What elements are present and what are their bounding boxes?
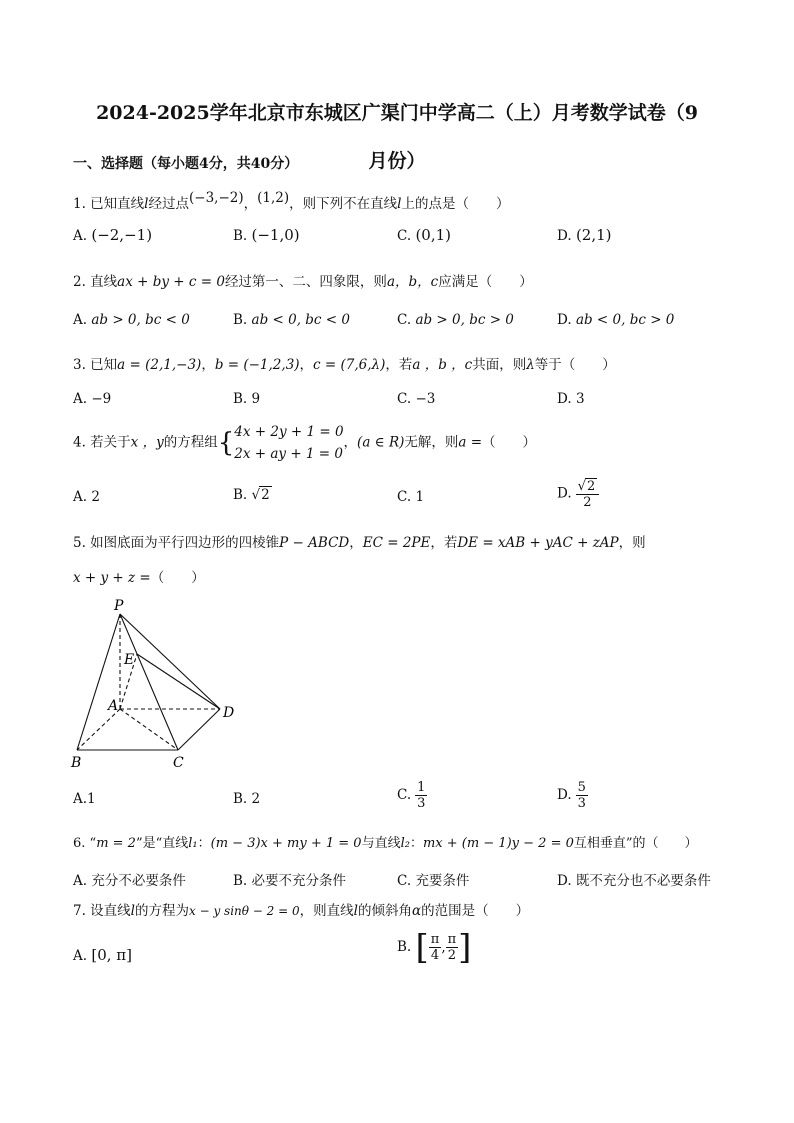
q3-option-c[interactable] xyxy=(397,391,435,407)
q5-vector-equation: DE = xAB + yAC + zAP xyxy=(457,535,619,551)
q4-option-d[interactable] xyxy=(557,478,599,510)
option-letter: D. xyxy=(557,228,572,244)
q2-stem: 2. 直线 xyxy=(73,274,118,290)
q6-option-b[interactable] xyxy=(233,869,346,889)
label-A: A xyxy=(108,698,119,714)
q5-pyramid: P − ABCD xyxy=(279,535,350,551)
fraction xyxy=(429,932,442,963)
q6-m-value: m = 2 xyxy=(96,836,136,851)
q1-option-a[interactable] xyxy=(73,226,152,244)
option-value: 充要条件 xyxy=(415,873,470,889)
option-value: (2,1) xyxy=(575,226,612,244)
question-6 xyxy=(73,832,698,851)
q7-stem: 的方程为 xyxy=(135,903,189,919)
label-P: P xyxy=(114,598,124,614)
q5-stem: 5. 如图底面为平行四边形的四棱锥 xyxy=(73,535,280,551)
q4-stem: 的方程组 xyxy=(163,434,218,451)
option-letter: C. xyxy=(397,228,412,244)
q3-stem: 3. 已知 xyxy=(73,357,118,373)
section-heading: 一、选择题（每小题4分，共40分） xyxy=(73,156,299,172)
q6-eq-1: (m − 3)x + my + 1 = 0 xyxy=(210,836,362,851)
option-value: 9 xyxy=(251,391,261,407)
q5-condition: EC = 2PE xyxy=(362,535,431,551)
option-letter: A. xyxy=(73,228,88,244)
q4-stem: 无解，则 xyxy=(404,434,459,451)
option-denominator: 2 xyxy=(583,495,592,510)
question-2 xyxy=(73,270,533,290)
label-E: E xyxy=(124,652,135,668)
page-title-continued: 月份） xyxy=(368,150,426,172)
edge-CD xyxy=(178,709,220,750)
q2-option-a[interactable] xyxy=(73,312,190,328)
q1-stem: 1. 已知直线 xyxy=(73,196,145,212)
q6-stem: 互相垂直”的（ ） xyxy=(573,836,698,851)
q3-vectors: a ，b ，c xyxy=(412,357,473,373)
q5-stem: ，则 xyxy=(618,535,646,551)
q2-equation: ax + by + c = 0 xyxy=(117,274,225,290)
option-letter: A. xyxy=(73,391,88,407)
option-letter: D. xyxy=(557,873,572,889)
q7-stem: ，则直线 xyxy=(299,903,354,919)
q2-vars: a，b，c xyxy=(386,274,439,290)
q1-stem: 经过点 xyxy=(148,196,189,212)
q3-lambda: λ xyxy=(526,357,535,373)
q3-stem: ，若 xyxy=(385,357,413,373)
q1-sep: ， xyxy=(243,196,258,212)
sqrt-icon: √ xyxy=(251,487,261,503)
question-3: 3. 已知a = (2,1,−3)，b = (−1,2,3)，c = (7,6,λ)，若a ，b ，c共面，则λ等于（ ） xyxy=(73,357,616,373)
option-value: 必要不充分条件 xyxy=(251,873,347,889)
option-numerator: 5 xyxy=(577,780,586,795)
option-letter: B. xyxy=(233,391,248,407)
q6-l1: l₁ xyxy=(188,836,198,851)
fraction xyxy=(446,932,459,963)
q5-stem: ，若 xyxy=(430,535,458,551)
q6-option-a[interactable] xyxy=(73,869,186,889)
option-letter: C. xyxy=(397,489,412,505)
option-letter: A. xyxy=(73,873,88,889)
bracket-left-icon: [ xyxy=(415,927,429,968)
option-letter: C. xyxy=(397,873,412,889)
option-denominator: 3 xyxy=(417,796,426,811)
option-value: ab < 0, bc < 0 xyxy=(251,312,350,328)
pyramid-figure xyxy=(60,592,260,777)
q4-option-c[interactable] xyxy=(397,489,424,505)
q1-stem: 上的点是（ ） xyxy=(401,196,510,212)
q1-option-c[interactable] xyxy=(397,226,451,244)
option-value: 2 xyxy=(251,791,261,807)
q7-alpha: α xyxy=(411,903,422,919)
q6-option-d[interactable] xyxy=(557,869,711,889)
option-letter: B. xyxy=(233,487,248,503)
q5-sum: x + y + z = xyxy=(73,570,151,586)
q6-stem: ”是“直线 xyxy=(135,836,189,851)
q4-eq-2: 2x + ay + 1 = 0 xyxy=(234,446,344,462)
q3-stem: 等于（ ） xyxy=(534,357,616,373)
q6-colon: ： xyxy=(409,836,423,851)
option-denominator: 3 xyxy=(577,796,586,811)
option-letter: A. xyxy=(73,791,88,807)
fraction xyxy=(576,780,588,811)
q6-colon: ： xyxy=(197,836,211,851)
q1-stem: ，则下列不在直线 xyxy=(289,196,398,212)
option-letter: A. xyxy=(73,948,88,964)
option-value: 2 xyxy=(91,489,100,505)
label-C: C xyxy=(173,755,184,771)
option-numerator: 1 xyxy=(417,780,426,795)
q7-stem: 7. 设直线 xyxy=(73,903,131,919)
q5-option-c[interactable] xyxy=(397,780,427,811)
option-value: 1 xyxy=(415,489,425,505)
option-letter: D. xyxy=(557,787,572,803)
option-letter: A. xyxy=(73,489,88,505)
option-value: −3 xyxy=(415,391,436,407)
question-5: 5. 如图底面为平行四边形的四棱锥P − ABCD，EC = 2PE，若DE = xAB + yAC + zAP，则 xyxy=(73,535,646,551)
option-letter: C. xyxy=(397,391,412,407)
option-denominator: 4 xyxy=(430,948,440,963)
q1-line-var: l xyxy=(397,196,402,212)
q5-option-b[interactable] xyxy=(233,791,260,807)
q3-option-d[interactable] xyxy=(557,391,585,407)
fraction xyxy=(415,780,427,811)
q3-option-b[interactable] xyxy=(233,391,260,407)
q5-stem: （ ） xyxy=(150,570,205,586)
option-letter: B. xyxy=(233,873,248,889)
option-value: −9 xyxy=(91,391,112,407)
q7-stem: 的范围是（ ） xyxy=(421,903,530,919)
option-value: (0,1) xyxy=(415,226,451,244)
comma: , xyxy=(441,939,446,956)
question-5-line2 xyxy=(73,566,205,586)
q4-vars: x ，y xyxy=(130,434,164,451)
option-numerator: π xyxy=(430,932,440,947)
option-letter: C. xyxy=(397,787,412,803)
option-letter: B. xyxy=(233,312,248,328)
q1-point-1: (−3,−2) xyxy=(189,190,244,206)
segment-ED xyxy=(137,654,220,709)
option-numerator: π xyxy=(447,932,457,947)
option-value: 3 xyxy=(575,391,585,407)
q5-option-a[interactable] xyxy=(73,791,96,807)
q6-eq-2: mx + (m − 1)y − 2 = 0 xyxy=(422,836,574,851)
option-value: ab < 0, bc > 0 xyxy=(575,312,675,328)
option-numerator: 2 xyxy=(586,479,596,494)
bracket-right-icon: ] xyxy=(458,927,472,968)
question-7 xyxy=(73,899,529,919)
q7-equation: x − y sinθ − 2 = 0 xyxy=(189,904,300,918)
q1-option-b[interactable] xyxy=(233,226,300,244)
q4-option-a[interactable] xyxy=(73,489,100,505)
q3-vector-b: b = (−1,2,3) xyxy=(214,357,300,373)
q4-equation-system xyxy=(218,421,344,465)
q2-option-c[interactable] xyxy=(397,312,514,328)
option-value: (−1,0) xyxy=(251,226,300,244)
option-value: (−2,−1) xyxy=(91,226,153,244)
q2-stem: 应满足（ ） xyxy=(438,274,533,290)
option-denominator: 2 xyxy=(447,948,457,963)
option-value: [0, π] xyxy=(91,946,132,964)
q7-line-var: l xyxy=(353,903,358,919)
question-1 xyxy=(73,192,509,212)
q7-option-a[interactable] xyxy=(73,946,132,964)
brace-icon: { xyxy=(217,428,235,458)
label-D: D xyxy=(223,705,235,721)
option-value: 1 xyxy=(87,791,96,807)
fraction xyxy=(576,478,600,510)
option-letter: A. xyxy=(73,312,88,328)
option-letter: B. xyxy=(397,939,412,955)
q7-line-var: l xyxy=(130,903,135,919)
option-letter: C. xyxy=(397,312,412,328)
q4-stem: 4. 若关于 xyxy=(73,434,131,451)
q4-a: a = xyxy=(458,434,483,451)
q2-stem: 经过第一、二、四象限，则 xyxy=(224,274,387,290)
option-value: ab > 0, bc < 0 xyxy=(91,312,190,328)
question-4: 4. 若关于x ，y的方程组 { 4x + 2y + 1 = 0 2x + ay + 1 = 0 ，(a ∈ R)无解，则a =（ ） xyxy=(73,421,536,465)
q7-stem: 的倾斜角 xyxy=(357,903,412,919)
q7-option-b[interactable] xyxy=(397,927,472,968)
q3-option-a[interactable] xyxy=(73,391,111,407)
option-value: 充分不必要条件 xyxy=(91,873,186,889)
sqrt-icon: √ xyxy=(577,479,586,494)
page-title: 2024-2025学年北京市东城区广渠门中学高二（上）月考数学试卷（9 xyxy=(96,102,698,124)
option-value: 2 xyxy=(261,487,270,503)
option-value: 既不充分也不必要条件 xyxy=(575,873,711,889)
q1-line-var: l xyxy=(144,196,149,212)
option-letter: B. xyxy=(233,791,248,807)
q5-option-d[interactable] xyxy=(557,780,588,811)
option-value: ab > 0, bc > 0 xyxy=(415,312,514,328)
q3-stem: 共面，则 xyxy=(472,357,527,373)
q3-vector-c: c = (7,6,λ) xyxy=(313,357,386,373)
q1-option-d[interactable] xyxy=(557,226,612,244)
q2-option-b[interactable] xyxy=(233,312,350,328)
q4-stem: （ ） xyxy=(482,434,537,451)
q6-stem: 与直线 xyxy=(361,836,401,851)
q3-vector-a: a = (2,1,−3) xyxy=(117,357,202,373)
label-B: B xyxy=(71,755,82,771)
option-letter: D. xyxy=(557,391,572,407)
q4-option-b[interactable] xyxy=(233,486,272,503)
q6-stem: 6. “ xyxy=(73,836,97,851)
q1-point-2: (1,2) xyxy=(257,190,290,206)
q6-l2: l₂ xyxy=(400,836,410,851)
q4-condition: (a ∈ R) xyxy=(357,434,405,451)
q2-option-d[interactable] xyxy=(557,312,674,328)
option-letter: B. xyxy=(233,228,248,244)
q4-eq-1: 4x + 2y + 1 = 0 xyxy=(234,424,344,440)
option-letter: D. xyxy=(557,485,572,502)
option-letter: D. xyxy=(557,312,572,328)
q6-option-c[interactable] xyxy=(397,869,469,889)
